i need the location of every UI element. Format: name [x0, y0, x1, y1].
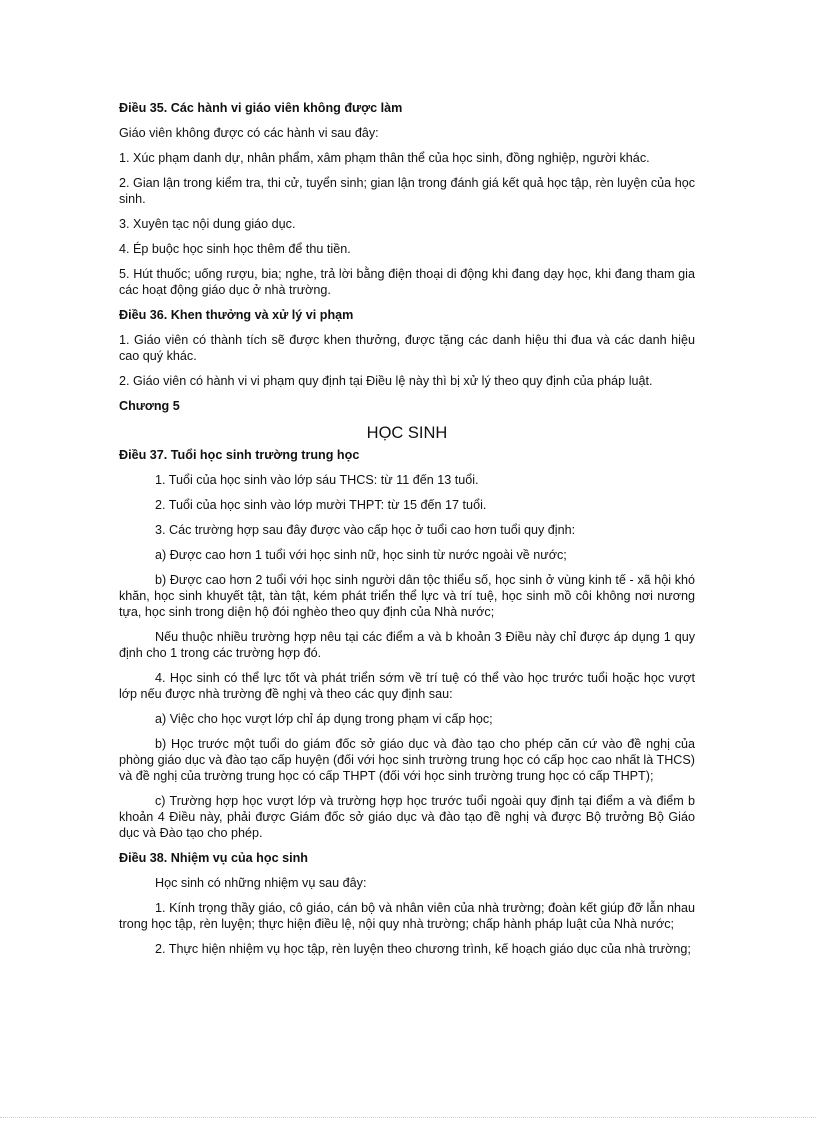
- article-35-item-2: 2. Gian lận trong kiểm tra, thi cử, tuyển sinh; gian lận trong đánh giá kết quả học tập, rèn luyện của học sinh.: [119, 176, 695, 206]
- document-body: [119, 100, 695, 966]
- article-37-item-3a: a) Được cao hơn 1 tuổi với học sinh nữ, học sinh từ nước ngoài về nước;: [155, 548, 567, 562]
- article-38-heading: Điều 38. Nhiệm vụ của học sinh: [119, 851, 308, 865]
- article-37-item-4b: b) Học trước một tuổi do giám đốc sở giáo dục và đào tạo cho phép căn cứ vào đề nghị của phòng giáo dục và đào tạo cấp huyện (đối với học sinh trường trung học có cấp học cao nhất là THCS) và đề nghị của trường trung học có cấp THPT (đối với học sinh trường trung học có cấp THPT);: [119, 737, 695, 783]
- article-37-heading: Điều 37. Tuổi học sinh trường trung học: [119, 448, 360, 462]
- article-38-intro: Học sinh có những nhiệm vụ sau đây:: [155, 876, 367, 890]
- article-37-item-3b: b) Được cao hơn 2 tuổi với học sinh người dân tộc thiểu số, học sinh ở vùng kinh tế - xã hội khó khăn, học sinh khuyết tật, tàn tật, kém phát triển thể lực và trí tuệ, học sinh mồ côi không nơi nương tựa, học sinh trong diện hộ đói nghèo theo quy định của Nhà nước;: [119, 573, 695, 619]
- article-37-item-4: 4. Học sinh có thể lực tốt và phát triển sớm về trí tuệ có thể vào học trước tuổi hoặc học vượt lớp nếu được nhà trường đề nghị và theo các quy định sau:: [119, 671, 695, 701]
- article-35-item-5: 5. Hút thuốc; uống rượu, bia; nghe, trả lời bằng điện thoại di động khi đang dạy học, khi đang tham gia các hoạt động giáo dục ở nhà trường.: [119, 267, 695, 297]
- article-38-item-2: 2. Thực hiện nhiệm vụ học tập, rèn luyện theo chương trình, kế hoạch giáo dục của nhà trường;: [155, 942, 691, 956]
- page-bottom-divider: [0, 1117, 816, 1118]
- article-37-item-1: 1. Tuổi của học sinh vào lớp sáu THCS: từ 11 đến 13 tuổi.: [155, 473, 479, 487]
- article-36-item-2: 2. Giáo viên có hành vi vi phạm quy định tại Điều lệ này thì bị xử lý theo quy định của pháp luật.: [119, 374, 653, 388]
- article-35-item-3: 3. Xuyên tạc nội dung giáo dục.: [119, 217, 296, 231]
- article-37-item-3: 3. Các trường hợp sau đây được vào cấp học ở tuổi cao hơn tuổi quy định:: [155, 523, 576, 537]
- chapter-label: Chương 5: [119, 399, 180, 413]
- article-35-heading: Điều 35. Các hành vi giáo viên không được làm: [119, 101, 403, 115]
- article-35-item-1: 1. Xúc phạm danh dự, nhân phẩm, xâm phạm thân thể của học sinh, đồng nghiệp, người khác.: [119, 151, 650, 165]
- article-36-item-1: 1. Giáo viên có thành tích sẽ được khen thưởng, được tặng các danh hiệu thi đua và các danh hiệu cao quý khác.: [119, 333, 695, 363]
- article-37-item-4c: c) Trường hợp học vượt lớp và trường hợp học trước tuổi ngoài quy định tại điểm a và điểm b khoản 4 Điều này, phải được Giám đốc sở giáo dục và đào tạo đề nghị và được Bộ trưởng Bộ Giáo dục và Đào tạo cho phép.: [119, 794, 695, 840]
- article-37-item-4a: a) Việc cho học vượt lớp chỉ áp dụng trong phạm vi cấp học;: [155, 712, 493, 726]
- article-36-heading: Điều 36. Khen thưởng và xử lý vi phạm: [119, 308, 354, 322]
- article-38-item-1: 1. Kính trọng thầy giáo, cô giáo, cán bộ và nhân viên của nhà trường; đoàn kết giúp đỡ lẫn nhau trong học tập, rèn luyện; thực hiện điều lệ, nội quy nhà trường; chấp hành pháp luật của Nhà nước;: [119, 901, 695, 931]
- article-37-item-2: 2. Tuổi của học sinh vào lớp mười THPT: từ 15 đến 17 tuổi.: [155, 498, 487, 512]
- article-35-intro: Giáo viên không được có các hành vi sau đây:: [119, 126, 379, 140]
- chapter-title: HỌC SINH: [366, 424, 448, 442]
- article-37-note: Nếu thuộc nhiều trường hợp nêu tại các điểm a và b khoản 3 Điều này chỉ được áp dụng 1 quy định cho 1 trong các trường hợp đó.: [119, 630, 695, 660]
- article-35-item-4: 4. Ép buộc học sinh học thêm để thu tiền.: [119, 242, 351, 256]
